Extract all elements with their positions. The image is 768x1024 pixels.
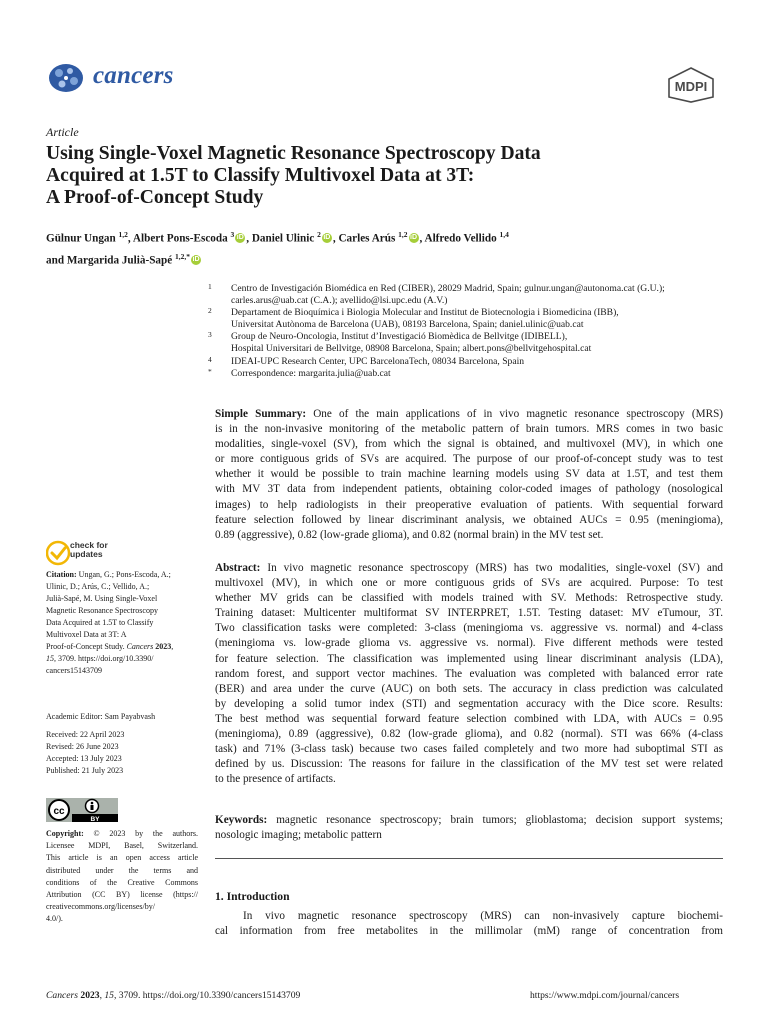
author-list: Gülnur Ungan $^{1,2}$, Albert Pons-Escoda $^3$ iD , Daniel Ulinic $^2$ iD , Carles Arús $^{1,2}$ iD , Alfredo Vellido $^{1,4}$ and Margarida Julià-Sapé $^{1,2,*}$ iD <box>46 230 509 267</box>
author-name[interactable]: Alfredo Vellido <box>424 232 497 245</box>
simple-summary: Simple Summary: One of the main applications of in vivo magnetic resonance spectroscopy (MRS) is in the non-invasive monitoring of the metabolic pattern of brain tumors. MRS comes in two basic modalities, single-voxel (SV), from which the signal is obtained, and multivoxel (MV), in which one or more contiguous grids of SVs are acquired. The purpose of our proof-of-concept study was to test whether it would be possible to train machine learning models using SV data at 1.5T, and test them with MV 3T data from independent patients, obtaining color-coded images of pathology (nosological images) to help radiologists in their preoperative evaluation of patients. With sequential forward feature selection followed by linear discriminant analysis, we obtained AUCs = 0.95 (meningioma), 0.89 (aggressive), 0.82 (low-grade glioma), and 0.82 (normal brain) in the MV test set. <box>215 408 724 541</box>
title-line: Acquired at 1.5T to Classify Multivoxel Data at 3T: <box>46 165 475 186</box>
license-link[interactable]: creativecommons.org/licenses/by/ <box>46 902 155 912</box>
publisher-logo-icon <box>666 67 716 103</box>
correspondence: * Correspondence: margarita.julia@uab.cat <box>208 366 391 379</box>
title-line: A Proof-of-Concept Study <box>46 187 264 208</box>
cc-label: cc <box>53 806 65 817</box>
copyright-notice: Copyright: © 2023 by the authors. Licensee MDPI, Basel, Switzerland. This article is an open access article distributed under the terms and conditions of the Creative Commons Attribution (CC BY) license (https:// creativecommons.org/licenses/by/ 4.0/). <box>46 829 198 924</box>
journal-name: cancers <box>93 62 174 89</box>
orcid-icon[interactable]: iD <box>236 234 244 242</box>
check-for-updates-label[interactable]: check for updates <box>70 540 108 559</box>
cc-by-license-icon[interactable] <box>46 798 118 822</box>
publisher-name: MDPI <box>674 79 708 94</box>
author-name[interactable]: Gülnur Ungan <box>46 232 116 245</box>
section-divider <box>215 858 723 859</box>
affiliations <box>208 283 728 380</box>
keywords-label: Keywords: <box>215 814 268 826</box>
received-date: Received: 22 April 2023 <box>46 730 125 739</box>
author-name[interactable]: Daniel Ulinic <box>251 232 315 245</box>
author-name[interactable]: Carles Arús <box>338 232 396 245</box>
abstract: Abstract: In vivo magnetic resonance spectroscopy (MRS) has two modalities, single-voxel (SV) and multivoxel (MV), in which one or more contiguous grids of SVs are acquired. Purpose: To test whether MV grids can be classified with models trained with SV. Methods: Retrospective study. Training dataset: Multicenter multiformat SV INTERPRET, 1.5T. Testing dataset: MV eTumour, 3T. Two classification tasks were completed: 3-class (meningioma vs. aggressive vs. normal) and 4-class (meningioma vs. low-grade glioma vs. aggressive vs. normal). Five different methods were tested for feature selection. The classification was implemented using linear discriminant analysis (LDA), random forest, and support vector machines. The evaluation was completed with balanced error rate (BER) and area under the curve (AUC) on both sets. The accuracy in class prediction was calculated by developing a solid tumor index (STI) and segmentation accuracy with the Dice score. Results: The best method was sequential forward feature selection combined with LDA, with AUCs = 0.95 (meningioma), 0.89 (aggressive), 0.82 (low-grade glioma), and 0.82 (normal). STI was 66% (4-class task) and 71% (3-class task) because two cases failed completely and two more had suboptimal STI as defined by us. Discussion: The reasons for failure in the classification of the MV test set were related to the presence of artifacts. <box>215 562 724 786</box>
title-line: Using Single-Voxel Magnetic Resonance Spectroscopy Data <box>46 143 541 164</box>
article-title <box>46 143 736 209</box>
publication-dates <box>46 729 198 777</box>
keywords: Keywords: magnetic resonance spectroscopy; brain tumors; glioblastoma; decision support systems; nosologic imaging; metabolic pattern <box>215 814 724 842</box>
citation-doi[interactable]: cancers15143709 <box>46 666 102 675</box>
by-label: BY <box>90 816 100 822</box>
section-heading: 1. Introduction <box>215 890 290 903</box>
orcid-icon[interactable]: iD <box>410 234 417 242</box>
footer-citation: Cancers 2023, 15, 3709. https://doi.org/10.3390/cancers15143709 <box>46 990 301 1001</box>
introduction-text: In vivo magnetic resonance spectroscopy (MRS) can non-invasively capture biochemi- cal information from free metabolites in the millimolar (mM) range of concentration from <box>215 910 723 938</box>
abstract-label: Abstract: <box>215 562 261 574</box>
orcid-icon[interactable]: iD <box>323 234 331 242</box>
article-type: Article <box>46 125 79 139</box>
published-date: Published: 21 July 2023 <box>46 766 124 775</box>
simple-summary-label: Simple Summary: <box>215 408 307 420</box>
orcid-icon[interactable]: iD <box>192 255 200 263</box>
affiliation-item: 3 Group de Neuro-Oncologia, Institut d’Investigació Biomèdica de Bellvitge (IDIBELL), Hospital Universitari de Bellvitge, 08908 Barcelona, Spain; albert.pons@bellvitgehospital.cat <box>208 330 592 355</box>
author-name[interactable]: Margarida Julià-Sapé <box>66 254 173 267</box>
affiliation-item: 4 IDEAI-UPC Research Center, UPC BarcelonaTech, 08034 Barcelona, Spain <box>208 354 525 367</box>
academic-editor: Academic Editor: Sam Payabvash <box>46 712 156 721</box>
affiliation-item: 1 Centro de Investigación Biomédica en Red (CIBER), 28029 Madrid, Spain; gulnur.ungan@autonoma.cat (G.U.); carles.arus@uab.cat (C.A.); avellido@lsi.upc.edu (A.V.) <box>208 282 665 307</box>
revised-date: Revised: 26 June 2023 <box>46 742 119 751</box>
journal-logo-icon <box>46 60 86 96</box>
footer-journal-url[interactable]: https://www.mdpi.com/journal/cancers <box>530 990 680 1001</box>
author-name[interactable]: Albert Pons-Escoda <box>132 232 228 245</box>
accepted-date: Accepted: 13 July 2023 <box>46 754 122 763</box>
affiliation-item: 2 Departament de Bioquímica i Biologia Molecular and Institut de Biotecnologia i Biomedicina (IBB), Universitat Autònoma de Barcelona (UAB), 08193 Barcelona, Spain; daniel.ulinic@uab.cat <box>208 306 619 331</box>
citation-block: Citation: Ungan, G.; Pons-Escoda, A.; Ulinic, D.; Arús, C.; Vellido, A.; Julià-Sapé, M. Using Single-Voxel Magnetic Resonance Spectroscopy Data Acquired at 1.5T to Classify Multivoxel Data at 3T: A Proof-of-Concept Study. Cancers 2023, 15, 3709. https://doi.org/10.3390/ cancers15143709 <box>46 569 198 677</box>
